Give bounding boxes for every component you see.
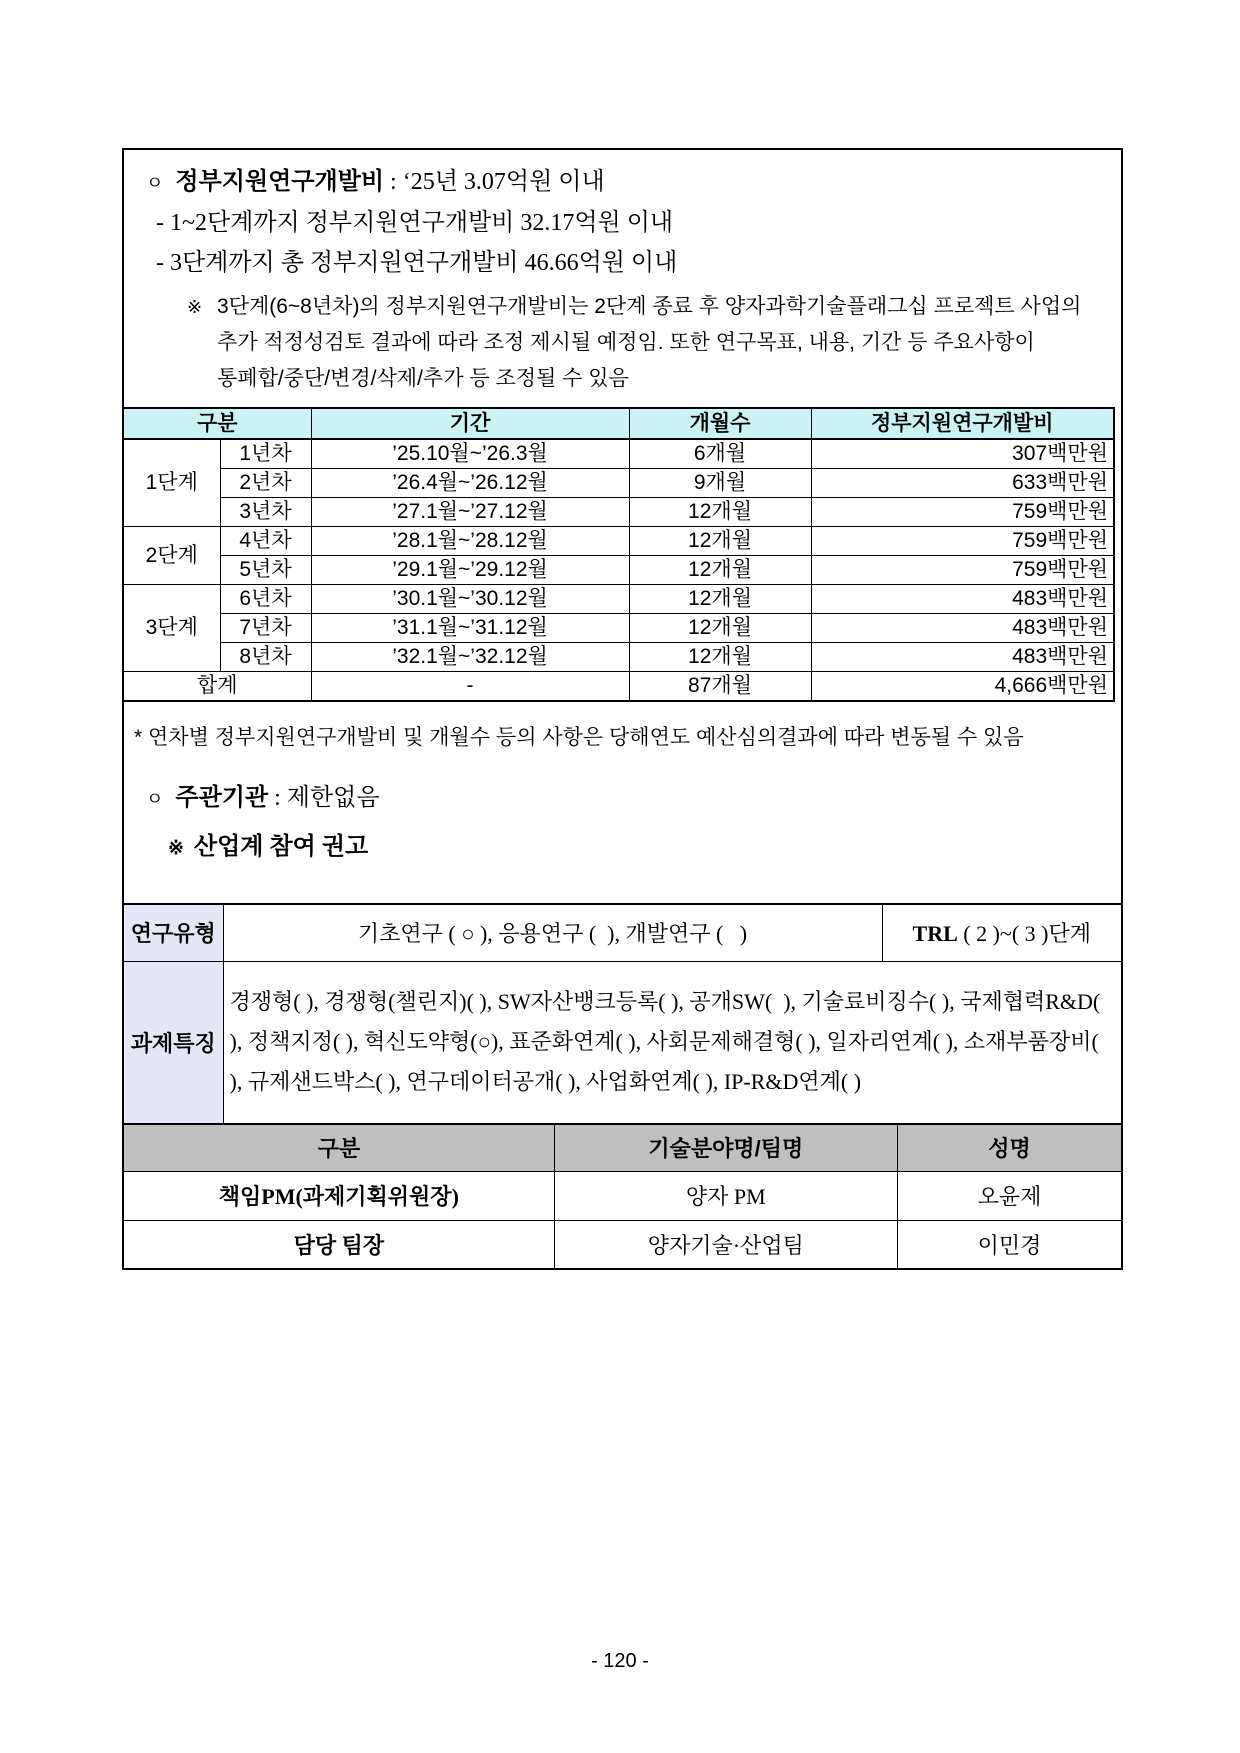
months-cell: 12개월 [629,498,811,527]
header-cell-category: 구분 [123,408,311,439]
budget-cell: 759백만원 [811,527,1114,556]
pm-role-cell: 책임PM(과제기획위원장) [123,1171,554,1220]
total-period-cell: - [311,672,629,702]
period-cell: ’27.1월~’27.12월 [311,498,629,527]
table-row [123,643,1114,672]
funding-sub-item-2: - 3단계까지 총 정부지원연구개발비 46.66억원 이내 [156,250,678,276]
months-cell: 12개월 [629,527,811,556]
table-row [123,614,1114,643]
schedule-table [122,407,1115,702]
pm-name-cell: 이민경 [897,1220,1122,1269]
org-title-rest: : 제한없음 [274,785,380,811]
stage-cell: 3단계 [123,585,220,672]
page-number: - 120 - [591,1650,649,1672]
pm-row [123,1171,1122,1220]
year-cell: 7년차 [220,614,311,643]
circle-bullet-icon: ㅇ [146,789,164,809]
research-type-options-cell: 기초연구 ( ○ ), 응용연구 ( ), 개발연구 ( ) [223,904,882,961]
period-cell: ’31.1월~’31.12월 [311,614,629,643]
table-row [123,527,1114,556]
funding-note [187,289,1111,397]
trl-cell [882,904,1122,961]
page-content [122,148,1123,1270]
header-cell-months: 개월수 [629,408,811,439]
task-features-label-cell: 과제특징 [123,961,223,1124]
reference-mark-icon: ※ [187,297,203,317]
budget-cell: 633백만원 [811,469,1114,498]
budget-cell: 483백만원 [811,614,1114,643]
table-row [123,498,1114,527]
task-features-content-cell: 경쟁형( ), 경쟁형(챌린지)( ), SW자산뱅크등록( ), 공개SW( ), 기술료비징수( ), 국제협력R&D( ), 정책지정( ), 혁신도약형(○), 표준화연계( ), 사회문제해결형( ), 일자리연계( ), 소재부품장비( ), 규제샌드박스( ), 연구데이터공개( ), 사업화연계( ), IP-R&D연계( ) [223,961,1122,1124]
funding-note-line-2: 추가 적정성검토 결과에 따라 조정 제시될 예정임. 또한 연구목표, 내용, 기간 등 주요사항이 [217,331,1035,354]
pm-header-row [123,1124,1122,1171]
stage-cell: 2단계 [123,527,220,585]
research-type-table [122,903,1123,1125]
months-cell: 12개월 [629,614,811,643]
pm-header-cell-field: 기술분야명/팀명 [554,1124,897,1171]
period-cell: ’25.10월~’26.3월 [311,439,629,469]
table-row [123,469,1114,498]
budget-cell: 483백만원 [811,585,1114,614]
research-type-row [123,904,1122,961]
budget-cell: 759백만원 [811,556,1114,585]
year-cell: 8년차 [220,643,311,672]
funding-title: 정부지원연구개발비 [175,169,385,195]
months-cell: 6개월 [629,439,811,469]
period-cell: ’28.1월~’28.12월 [311,527,629,556]
org-recommendation [168,829,1121,867]
task-features-row [123,961,1122,1124]
funding-box [122,148,1123,905]
total-budget-cell: 4,666백만원 [811,672,1114,702]
total-row [123,672,1114,702]
header-cell-budget: 정부지원연구개발비 [811,408,1114,439]
header-cell-period: 기간 [311,408,629,439]
reference-mark-icon: ※ [168,838,184,859]
funding-note-line-3: 통폐합/중단/변경/삭제/추가 등 조정될 수 있음 [217,367,629,390]
stage-cell: 1단계 [123,439,220,527]
year-cell: 6년차 [220,585,311,614]
org-recommendation-text: 산업계 참여 권고 [193,834,369,860]
schedule-header-row [123,408,1114,439]
months-cell: 12개월 [629,585,811,614]
period-cell: ’32.1월~’32.12월 [311,643,629,672]
pm-name-cell: 오윤제 [897,1171,1122,1220]
total-months-cell: 87개월 [629,672,811,702]
year-cell: 3년차 [220,498,311,527]
research-type-label-cell: 연구유형 [123,904,223,961]
trl-prefix: TRL [912,921,958,947]
circle-bullet-icon: ㅇ [146,173,164,193]
funding-note-text [217,289,1081,397]
year-cell: 1년차 [220,439,311,469]
pm-header-cell-category: 구분 [123,1124,554,1171]
year-cell: 5년차 [220,556,311,585]
trl-range: ( 2 )~( 3 )단계 [957,921,1091,947]
year-cell: 4년차 [220,527,311,556]
months-cell: 12개월 [629,556,811,585]
months-cell: 12개월 [629,643,811,672]
budget-cell: 307백만원 [811,439,1114,469]
funding-title-rest: : ‘25년 3.07억원 이내 [390,169,605,195]
table-row [123,556,1114,585]
pm-table [122,1123,1123,1270]
budget-cell: 483백만원 [811,643,1114,672]
months-cell: 9개월 [629,469,811,498]
pm-row [123,1220,1122,1269]
org-title: 주관기관 [175,785,269,811]
pm-team-cell: 양자 PM [554,1171,897,1220]
table-row [123,585,1114,614]
pm-role-cell: 담당 팀장 [123,1220,554,1269]
funding-sub-item-1: - 1~2단계까지 정부지원연구개발비 32.17억원 이내 [156,210,674,236]
funding-bullet-line [146,164,1113,201]
org-bullet-line [146,780,1121,817]
budget-cell: 759백만원 [811,498,1114,527]
pm-header-cell-name: 성명 [897,1124,1122,1171]
table-row [123,439,1114,469]
funding-note-line-1: 3단계(6~8년차)의 정부지원연구개발비는 2단계 종료 후 양자과학기술플래그십 프로젝트 사업의 [217,295,1082,318]
total-label-cell: 합계 [123,672,311,702]
period-cell: ’26.4월~’26.12월 [311,469,629,498]
year-cell: 2년차 [220,469,311,498]
period-cell: ’30.1월~’30.12월 [311,585,629,614]
pm-team-cell: 양자기술·산업팀 [554,1220,897,1269]
schedule-footnote: * 연차별 정부지원연구개발비 및 개월수 등의 사항은 당해연도 예산심의결과에 따라 변동될 수 있음 [134,726,1024,749]
period-cell: ’29.1월~’29.12월 [311,556,629,585]
